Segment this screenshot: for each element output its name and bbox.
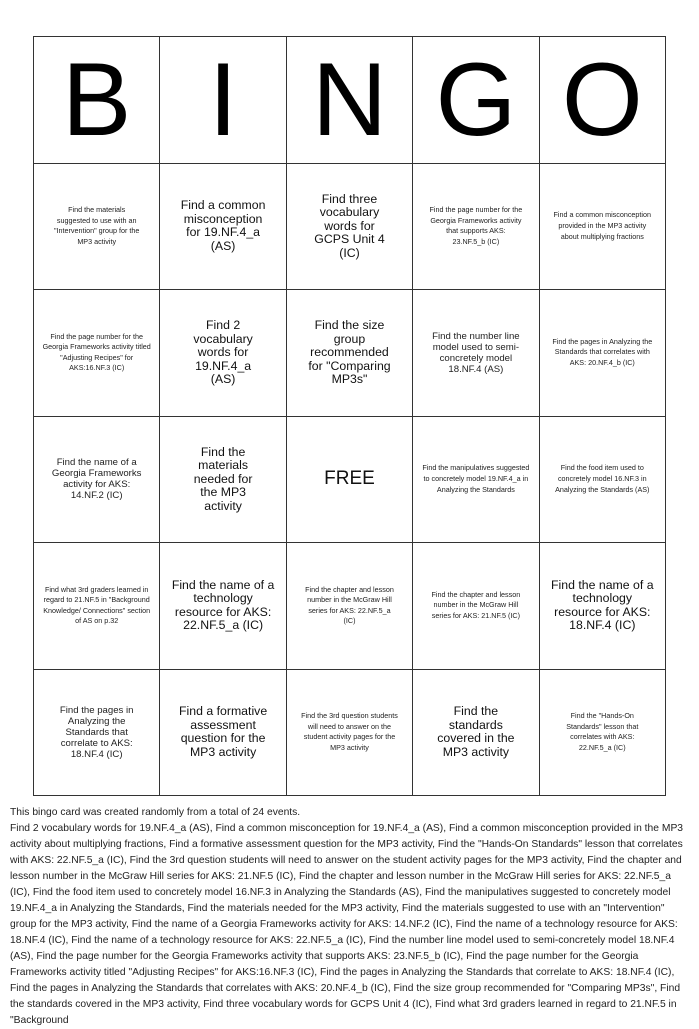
bingo-cell-r3-c4 — [413, 417, 539, 544]
bingo-cell-r5-c1 — [34, 670, 160, 797]
cell-text: Find the page number for the Georgia Frameworks activity titled "Adjusting Recipes" for AKS:16.NF.3 (IC) — [42, 331, 151, 373]
cell-text: Find the "Hands-On Standards" lesson that correlates with AKS: 22.NF.5_a (IC) — [566, 711, 639, 752]
header-letter: I — [208, 41, 238, 158]
bingo-cell-r4-c2 — [160, 543, 286, 670]
bingo-cell-r4-c4 — [413, 543, 539, 670]
bingo-cell-r2-c4 — [413, 290, 539, 417]
bingo-cell-r1-c3 — [287, 164, 413, 291]
footer-events-list: Find 2 vocabulary words for 19.NF.4_a (AS), Find a common misconception for 19.NF.4_a (AS), Find a common misconception provided in the MP3 activity about multiplying fractions, Find a formative assessment question for the MP3 activity, Find the "Hands-On Standards" lesson that correlates with AKS: 22.NF.5_a (IC), Find the 3rd question students will need to answer on the student activity pages for the MP3 activity, Find the chapter and lesson number in the McGraw Hill series for AKS: 21.NF.5 (IC), Find the chapter and lesson number in the McGraw Hill series for AKS: 22.NF.5_a (IC), Find the food item used to concretely model 16.NF.3 in Analyzing the Standards (AS), Find the manipulatives suggested to concretely model 19.NF.4_a in Analyzing the Standards, Find the materials needed for the MP3 activity, Find the materials suggested to use with an "Intervention" group for the MP3 activity, Find the name of a Georgia Frameworks activity for AKS: 14.NF.2 (IC), Find the name of a technology resource for AKS: 18.NF.4 (IC), Find the name of a technology resource for AKS: 22.NF.5_a (IC), Find the number line model used to semi-concretely model 18.NF.4 (AS), Find the page number for the Georgia Frameworks activity that supports AKS: 23.NF.5_b (IC), Find the page number for the Georgia Frameworks activity titled "Adjusting Recipes" for AKS:16.NF.3 (IC), Find the pages in Analyzing the Standards that correlate to AKS: 18.NF.4 (IC), Find the pages in Analyzing the Standards that correlates with AKS: 20.NF.4_b (IC), Find the size group recommended for "Comparing MP3s", Find the standards covered in the MP3 activity, Find three vocabulary words for GCPS Unit 4 (IC), Find what 3rd graders learned in regard to 21.NF.5 in "Background — [10, 823, 684, 1026]
cell-text: Find the pages in Analyzing the Standards that correlates with AKS: 20.NF.4_b (IC) — [552, 336, 653, 368]
cell-text: Find the manipulatives suggested to concretely model 19.NF.4_a in Analyzing the Standards — [422, 463, 530, 494]
cell-text: Find the 3rd question students will need to answer on the student activity pages for the MP3 activity — [301, 711, 398, 752]
bingo-cell-r3-c1 — [34, 417, 160, 544]
bingo-cell-r4-c1 — [34, 543, 160, 670]
bingo-cell-r1-c1 — [34, 164, 160, 291]
cell-text: Find the materials suggested to use with an "Intervention" group for the MP3 activity — [53, 205, 140, 246]
bingo-cell-r5-c5 — [540, 670, 666, 797]
bingo-cell-r3-c2 — [160, 417, 286, 544]
bingo-cell-r2-c1 — [34, 290, 160, 417]
cell-text: Find the name of a Georgia Frameworks activity for AKS: 14.NF.2 (IC) — [51, 457, 142, 502]
bingo-cell-r3-c5 — [540, 417, 666, 544]
bingo-card — [33, 36, 666, 796]
header-letter-b — [34, 37, 160, 164]
bingo-cell-r1-c2 — [160, 164, 286, 291]
cell-text: Find a formative assessment question for the MP3 activity — [179, 704, 268, 759]
bingo-cell-r5-c4 — [413, 670, 539, 797]
cell-text: Find the chapter and lesson number in the McGraw Hill series for AKS: 21.NF.5 (IC) — [431, 589, 521, 621]
cell-text: Find a common misconception provided in the MP3 activity about multiplying fractions — [553, 210, 652, 241]
bingo-cell-r2-c3 — [287, 290, 413, 417]
bingo-cell-r5-c2 — [160, 670, 286, 797]
bingo-cell-r1-c4 — [413, 164, 539, 291]
cell-text: Find the name of a technology resource for AKS: 22.NF.5_a (IC) — [171, 577, 275, 633]
bingo-cell-r5-c3 — [287, 670, 413, 797]
cell-text: Find what 3rd graders learned in regard to 21.NF.5 in "Background Knowledge/ Connections" section of AS on p.32 — [43, 584, 151, 626]
cell-text: Find the page number for the Georgia Frameworks activity that supports AKS: 23.NF.5_b (IC) — [429, 205, 523, 246]
cell-text: Find 2 vocabulary words for 19.NF.4_a (AS) — [193, 318, 253, 386]
header-letter: B — [62, 41, 132, 158]
cell-text: Find the name of a technology resource for AKS: 18.NF.4 (IC) — [551, 577, 654, 633]
cell-text: Find the size group recommended for "Comparing MP3s" — [308, 318, 391, 386]
footer-summary: This bingo card was created randomly from a total of 24 events. — [10, 807, 301, 818]
cell-text: Find the standards covered in the MP3 activity — [437, 704, 515, 759]
bingo-cell-free-space — [287, 417, 413, 544]
header-letter-n — [287, 37, 413, 164]
header-letter-i — [160, 37, 286, 164]
cell-text: Find the food item used to concretely model 16.NF.3 in Analyzing the Standards (AS) — [555, 463, 650, 494]
cell-text: Find the materials needed for the MP3 activity — [193, 444, 253, 513]
cell-text: Find three vocabulary words for GCPS Unit 4 (IC) — [314, 191, 385, 260]
header-letter: G — [435, 41, 517, 158]
bingo-cell-r4-c5 — [540, 543, 666, 670]
header-letter: O — [561, 41, 643, 158]
bingo-cell-r2-c2 — [160, 290, 286, 417]
cell-text: Find the pages in Analyzing the Standards that correlate to AKS: 18.NF.4 (IC) — [59, 704, 134, 760]
cell-text: Find a common misconception for 19.NF.4_a (AS) — [180, 198, 266, 253]
bingo-cell-r1-c5 — [540, 164, 666, 291]
cell-text: FREE — [324, 468, 375, 490]
bingo-cell-r4-c3 — [287, 543, 413, 670]
cell-text: Find the chapter and lesson number in the McGraw Hill series for AKS: 22.NF.5_a (IC) — [305, 584, 394, 626]
cell-text: Find the number line model used to semi-concretely model 18.NF.4 (AS) — [432, 330, 520, 375]
bingo-cell-r2-c5 — [540, 290, 666, 417]
header-letter-g — [413, 37, 539, 164]
header-letter: N — [311, 41, 388, 158]
card-footer — [10, 805, 690, 1029]
header-letter-o — [540, 37, 666, 164]
